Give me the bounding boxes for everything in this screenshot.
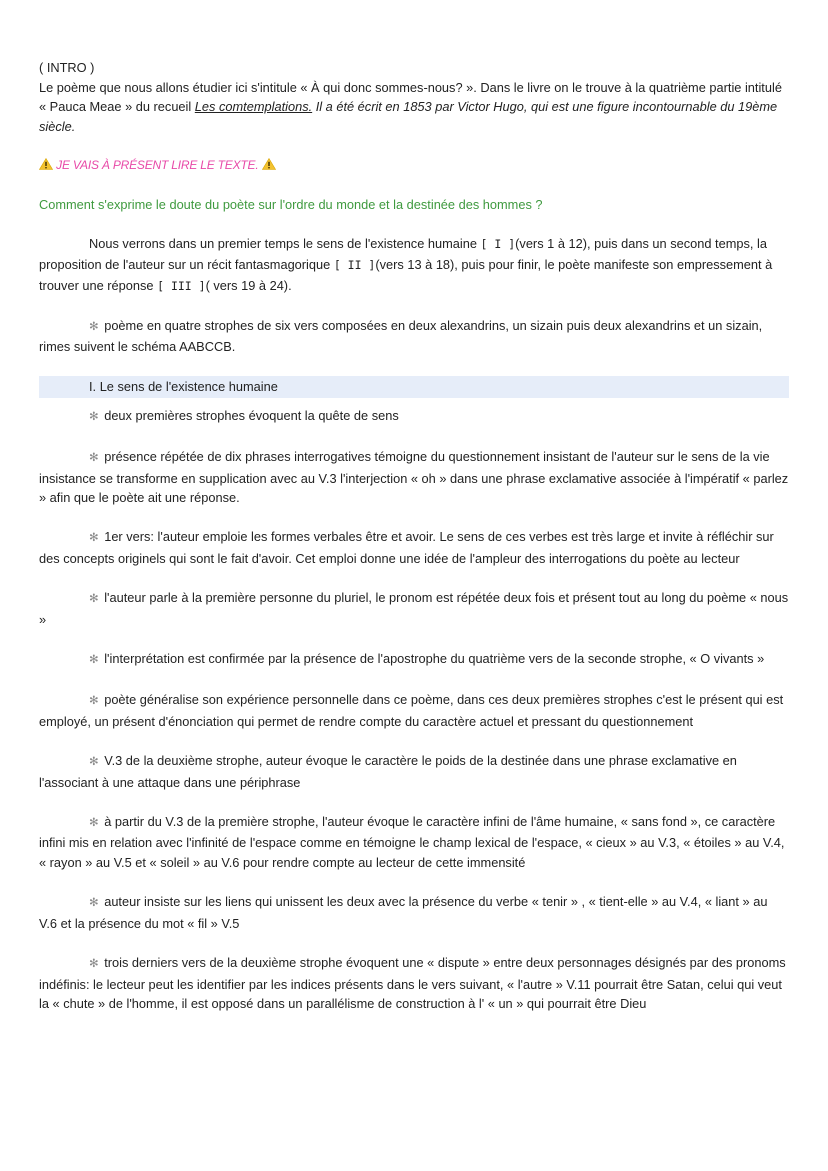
bullet-icon: ✻ [89, 452, 99, 465]
bullet-text: poète généralise son expérience personnelle dans ce poème, dans ces deux premières strophes c'est le présent qui est employé, un présent d'énonciation qui permet de rendre compte du caractère actuel et pressant du questionnement [39, 692, 784, 729]
problematique: Comment s'exprime le doute du poète sur l'ordre du monde et la destinée des hommes ? [39, 197, 543, 213]
bullet-paragraph [39, 751, 789, 792]
bullet-icon: ✻ [89, 320, 99, 333]
bullet-text: deux premières strophes évoquent la quête de sens [104, 407, 399, 423]
bullet-icon: ✻ [89, 695, 99, 708]
bullet-paragraph [39, 649, 789, 671]
plan-marker-1: [ I ] [480, 237, 516, 252]
bullet-text: trois derniers vers de la deuxième strophe évoquent une « dispute » entre deux personnages désignés par des pronoms indéfinis: le lecteur peut les identifier par les indices présents dans le vers suivant, « l'autre » V.11 pourrait être Satan, celui qui veut la « chute » de l'homme, il est opposé dans un parallélisme de construction à l' « un » qui pourrait être Dieu [39, 954, 786, 1012]
bullet-text: l'auteur parle à la première personne du pluriel, le pronom est répétée deux fois et présent tout au long du poème « nous » [39, 590, 789, 627]
plan-text-1: Nous verrons dans un premier temps le sens de l'existence humaine [89, 236, 481, 252]
book-title: Les comtemplations. [194, 99, 313, 115]
bullet-paragraph [39, 690, 789, 731]
intro-tag: ( INTRO ) [39, 60, 95, 75]
section-1-bullets [39, 406, 789, 1014]
intro-paragraph [39, 78, 789, 137]
plan-marker-2: [ II ] [333, 257, 376, 272]
plan-text-2: (vers 1 à 12), puis dans un second temps, la proposition de l'auteur sur un récit fantasmagorique [39, 236, 767, 272]
bullet-paragraph [39, 588, 789, 629]
bullet-text: auteur insiste sur les liens qui unissent les deux avec la présence du verbe « tenir » , « tient-elle » au V.4, « liant » au V.6 et la présence du mot « fil » V.5 [39, 894, 768, 931]
bullet-icon: ✻ [89, 756, 99, 768]
warning-icon [39, 158, 53, 170]
bullet-icon: ✻ [89, 410, 99, 423]
document-content [39, 58, 789, 1014]
bullet-icon: ✻ [89, 532, 99, 545]
bullet-paragraph [39, 892, 789, 933]
warning-icon [262, 158, 276, 170]
plan-text-4: ( vers 19 à 24). [205, 277, 292, 293]
warning-text: JE VAIS À PRÉSENT LIRE LE TEXTE. [56, 157, 259, 172]
bullet-icon: ✻ [89, 816, 99, 829]
bullet-icon: ✻ [89, 593, 99, 606]
bullet-icon: ✻ [89, 957, 99, 970]
structure-note-text: poème en quatre strophes de six vers composées en deux alexandrins, un sizain puis deux alexandrins et un sizain, rimes suivent le schéma AABCCB. [39, 317, 763, 355]
bullet-text: V.3 de la deuxième strophe, auteur évoque le caractère le poids de la destinée dans une phrase exclamative en l'associant à une attaque dans une périphrase [39, 753, 737, 790]
bullet-icon: ✻ [89, 897, 99, 910]
bullet-paragraph [39, 812, 789, 873]
section-number: I. [89, 378, 97, 394]
bullet-text: présence répétée de dix phrases interrogatives témoigne du questionnement insistant de l'auteur sur le sens de la vie insistance se transforme en supplication avec au V.3 l'interjection « oh » dans une phrase exclamative associée à l'impératif « parlez » afin que le poète ait une réponse. [39, 449, 789, 506]
warning-line [39, 156, 789, 176]
plan-text-3: (vers 13 à 18), puis pour finir, le poète manifeste son empressement à trouver une réponse [39, 256, 773, 293]
bullet-paragraph [39, 527, 789, 568]
section-heading-1 [39, 376, 789, 398]
bullet-text: 1er vers: l'auteur emploie les formes verbales être et avoir. Le sens de ces verbes est très large et invite à réfléchir sur des concepts originels qui sont le fait d'avoir. Cet emploi donne une idée de l'ampleur des interrogations du poète au lecteur [39, 529, 774, 567]
structure-note [39, 316, 789, 357]
bullet-paragraph [39, 953, 789, 1014]
bullet-text: l'interprétation est confirmée par la présence de l'apostrophe du quatrième vers de la seconde strophe, « O vivants » [104, 651, 765, 667]
bullet-text: à partir du V.3 de la première strophe, l'auteur évoque le caractère infini de l'âme humaine, « sans fond », ce caractère infini mis en relation avec l'infinité de l'espace comme en témoigne le champ lexical de l'espace, « cieux » au V.3, « étoiles » au V.4, « rayon » au V.5 et « soleil » au V.6 pour rendre compte au lecteur de cette immensité [39, 813, 785, 870]
intro-text-2: Il a été écrit en 1853 par Victor Hugo, qui est une figure incontournable du 19ème siècle. [39, 99, 778, 134]
plan-marker-3: [ III ] [157, 278, 206, 293]
bullet-paragraph [39, 447, 789, 508]
bullet-paragraph [39, 406, 789, 428]
intro-text-1: Le poème que nous allons étudier ici s'intitule « À qui donc sommes-nous? ». Dans le livre on le trouve à la quatrième partie intitulé « Pauca Meae » du recueil [39, 79, 782, 115]
bullet-icon: ✻ [89, 654, 99, 667]
plan-paragraph [39, 234, 789, 296]
section-title: Le sens de l'existence humaine [99, 378, 278, 394]
